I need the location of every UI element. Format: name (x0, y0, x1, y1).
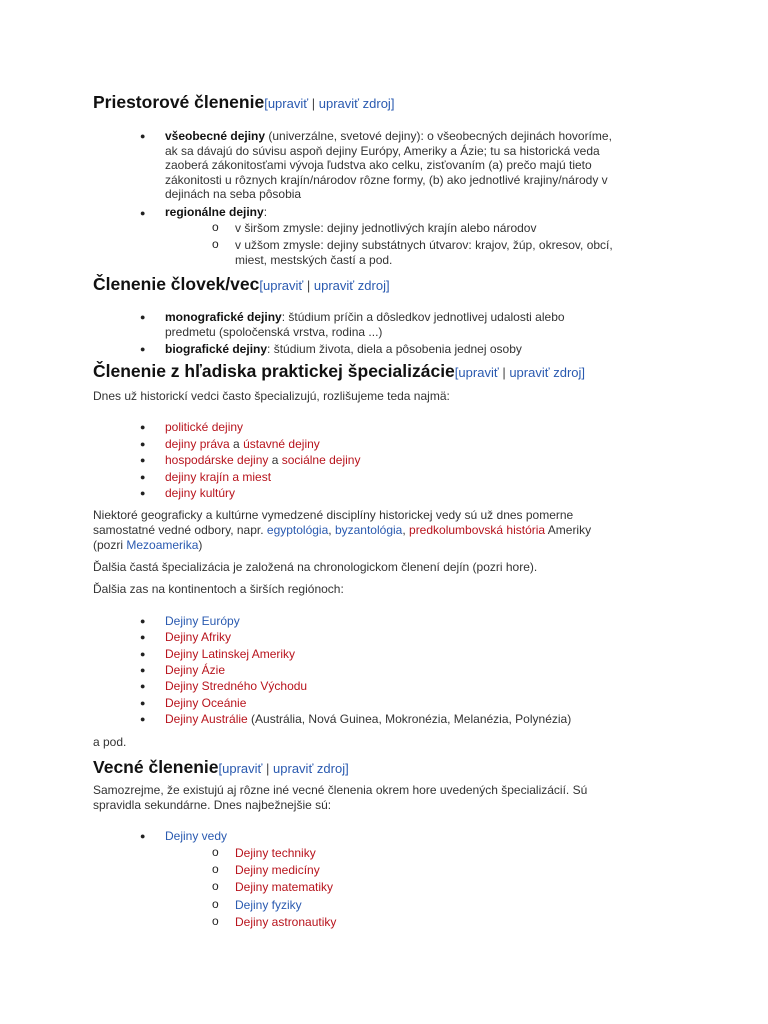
heading-text: Členenie z hľadiska praktickej špecializácie (93, 361, 455, 381)
paragraph: Samozrejme, že existujú aj rôzne iné vecné členenia okrem hore uvedených špecializácií. Sú spravidla sekundárne. Dnes najbežnejšie sú: (93, 783, 588, 812)
byzantology-link[interactable]: byzantológia (334, 523, 403, 537)
edit-link[interactable]: upraviť (222, 761, 263, 776)
heading-text: Priestorové členenie (93, 92, 265, 112)
region-link[interactable]: Dejiny Afriky (165, 630, 232, 645)
bullet-icon: ● (140, 131, 146, 141)
edit-links: [upraviť | upraviť zdroj] (264, 96, 395, 111)
edit-source-link[interactable]: upraviť zdroj (318, 96, 391, 111)
list-item: všeobecné dejiny (univerzálne, svetové dejiny): o všeobecných dejinách hovoríme, ak sa dávajú do súvisu aspoň dejiny Európy, Ameriky a Ázie; tu sa historická veda zaoberá zákonitosťami vývoja ľudstva ako celku, zisťovaním (a) prečo majú tieto zákonitosti u rôznych krajín/národov rôzne formy, (b) ako jednotlivé krajiny/národy v dejinách na seba pôsobia (165, 129, 612, 201)
paragraph: Ďalšia zas na kontinentoch a širších regiónoch: (93, 582, 344, 596)
list-item: regionálne dejiny: (165, 205, 268, 219)
edit-source-link[interactable]: upraviť zdroj (313, 278, 386, 293)
circle-bullet-icon: o (212, 913, 219, 928)
section-heading-specializacie (93, 361, 585, 382)
list-item (165, 647, 675, 662)
paragraph: Ďalšia častá špecializácia je založená na chronologickom členení dejín (pozri hore). (93, 560, 538, 574)
edit-link[interactable]: upraviť (262, 278, 304, 293)
section-heading-clovek-vec (93, 274, 390, 295)
circle-bullet-icon: o (212, 896, 219, 911)
sub-list-link[interactable]: Dejiny medicíny (235, 863, 320, 878)
region-link[interactable]: Dejiny Austrálie (165, 711, 248, 726)
section-heading-priestorove (93, 92, 394, 113)
region-link[interactable]: Dejiny Ázie (165, 662, 226, 677)
mesoamerica-link[interactable]: Mezoamerika (126, 538, 199, 552)
bullet-icon: ● (140, 455, 146, 465)
edit-links: [upraviť | upraviť zdroj] (454, 365, 586, 380)
list-item (165, 453, 675, 468)
paragraph: Niektoré geograficky a kultúrne vymedzené disciplíny historickej vedy sú už dnes pomerne samostatné vedné odbory, napr. egyptológia, byzantológia, predkolumbovská história Ameriky (pozri Mezoamerika) (93, 508, 592, 552)
sub-list-link[interactable]: Dejiny techniky (235, 846, 316, 860)
science-history-link[interactable]: Dejiny vedy (165, 829, 228, 843)
list-item (165, 696, 675, 711)
sub-list-item: v širšom zmysle: dejiny jednotlivých krajín alebo národov (235, 221, 537, 235)
bullet-icon: ● (140, 632, 146, 643)
list-note: (Austrália, Nová Guinea, Mokronézia, Melanézia, Polynézia) (247, 711, 572, 726)
bullet-icon: ● (140, 713, 146, 724)
list-item: biografické dejiny: štúdium života, diela a pôsobenia jednej osoby (165, 342, 522, 356)
bullet-icon: ● (140, 208, 146, 218)
region-link[interactable]: Dejiny Európy (165, 614, 240, 628)
list-item (165, 630, 675, 645)
edit-link[interactable]: upraviť (267, 96, 309, 111)
region-link[interactable]: Dejiny Stredného Východu (165, 679, 308, 694)
edit-source-link[interactable]: upraviť zdroj (273, 761, 346, 776)
bullet-icon: ● (140, 312, 146, 322)
list-item (165, 470, 675, 485)
bullet-icon: ● (140, 488, 146, 498)
list-item (165, 679, 675, 694)
sub-list-link[interactable]: Dejiny fyziky (235, 897, 302, 912)
list-item (165, 437, 675, 452)
bullet-icon: ● (140, 616, 146, 626)
region-link[interactable]: Dejiny Oceánie (165, 695, 247, 710)
topic-link[interactable]: sociálne dejiny (281, 453, 361, 467)
bullet-icon: ● (140, 422, 146, 432)
circle-bullet-icon: o (212, 237, 219, 251)
list-item (165, 663, 675, 678)
circle-bullet-icon: o (212, 879, 219, 894)
edit-links: [upraviť | upraviť zdroj] (218, 761, 349, 776)
edit-links: [upraviť | upraviť zdroj] (259, 278, 390, 293)
region-link[interactable]: Dejiny Latinskej Ameriky (165, 646, 296, 661)
section-heading-vecne (93, 757, 349, 778)
precolumbian-history-link[interactable]: predkolumbovská história (409, 523, 546, 537)
circle-bullet-icon: o (212, 845, 219, 859)
topic-link[interactable]: politické dejiny (165, 420, 244, 434)
heading-text: Vecné členenie (93, 757, 219, 777)
bullet-icon: ● (140, 831, 146, 841)
list-item: monografické dejiny: štúdium príčin a dôsledkov jednotlivej udalosti alebo predmetu (spoločenská vrstva, rodina ...) (165, 310, 565, 339)
list-item (165, 614, 675, 629)
topic-link[interactable]: dejiny práva (165, 436, 230, 451)
bullet-icon: ● (140, 438, 146, 449)
sub-list-link[interactable]: Dejiny matematiky (235, 880, 334, 895)
sub-list-link[interactable]: Dejiny astronautiky (235, 914, 337, 929)
topic-link[interactable]: dejiny kultúry (165, 486, 236, 500)
topic-link[interactable]: ústavné dejiny (243, 436, 320, 451)
bullet-icon: ● (140, 664, 146, 675)
circle-bullet-icon: o (212, 220, 219, 234)
connector-text: a (229, 436, 244, 451)
bullet-icon: ● (140, 648, 146, 659)
bullet-icon: ● (140, 697, 146, 708)
circle-bullet-icon: o (212, 862, 219, 877)
list-item (165, 420, 675, 435)
edit-link[interactable]: upraviť (458, 365, 499, 380)
heading-text: Členenie človek/vec (93, 274, 260, 294)
edit-source-link[interactable]: upraviť zdroj (509, 365, 582, 380)
topic-link[interactable]: hospodárske dejiny (165, 453, 269, 467)
bullet-icon: ● (140, 471, 146, 482)
connector-text: a (268, 453, 282, 467)
bullet-icon: ● (140, 681, 146, 692)
bullet-icon: ● (140, 344, 146, 354)
sub-list-item: v užšom zmysle: dejiny substátnych útvarov: krajov, žúp, okresov, obcí, miest, mestských častí a pod. (235, 238, 613, 267)
paragraph: Dnes už historickí vedci často špecializujú, rozlišujeme teda najmä: (93, 389, 450, 403)
paragraph: a pod. (93, 735, 127, 749)
list-item (165, 712, 675, 727)
topic-link[interactable]: dejiny krajín a miest (165, 469, 272, 484)
egyptology-link[interactable]: egyptológia (266, 523, 329, 537)
list-item (165, 486, 675, 501)
